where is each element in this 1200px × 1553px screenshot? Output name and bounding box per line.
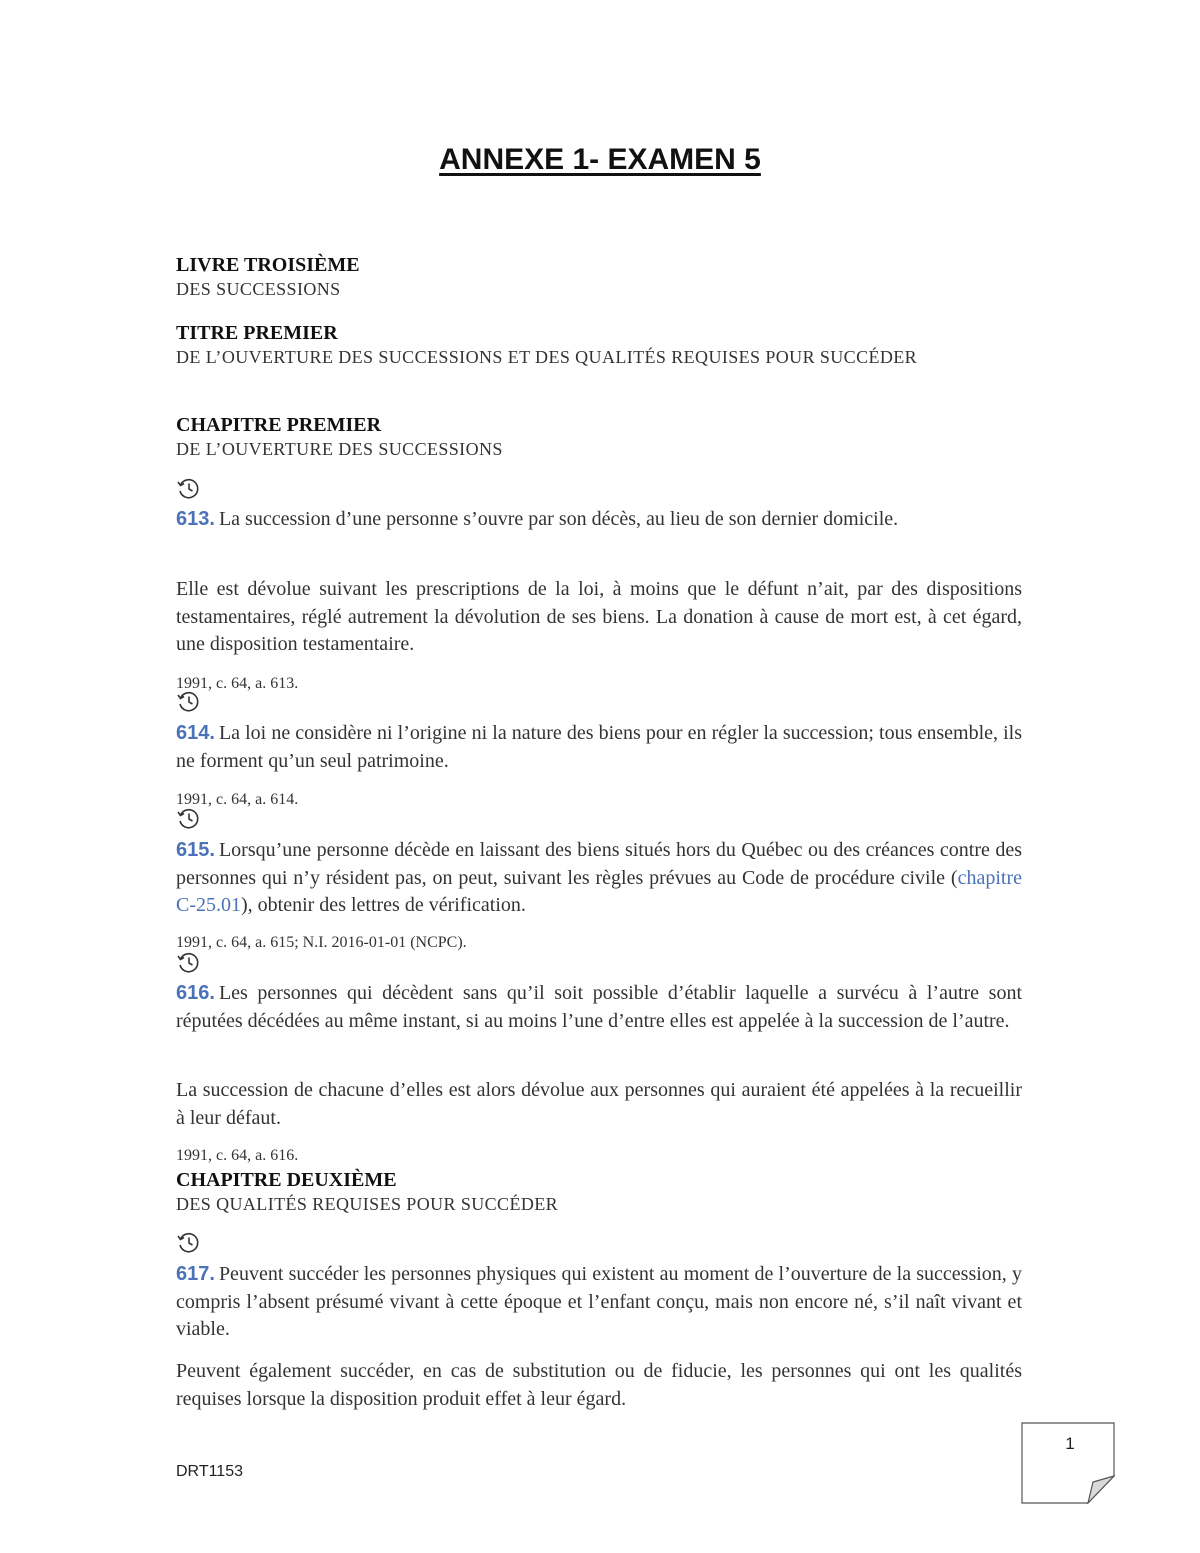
clock-history-icon[interactable]: [176, 950, 202, 976]
article-number: 617.: [176, 1263, 215, 1285]
chapter-link[interactable]: chapitre C-25.01: [176, 866, 1022, 916]
article-text-end: ), obtenir des lettres de vérification.: [241, 894, 526, 916]
article-613-citation: 1991, c. 64, a. 613.: [176, 675, 299, 692]
clock-history-icon[interactable]: [176, 1230, 202, 1256]
article-text: La succession d’une personne s’ouvre par son décès, au lieu de son dernier domicile.: [218, 508, 899, 530]
titre-subtitle: DE L’OUVERTURE DES SUCCESSIONS ET DES QUALITÉS REQUISES POUR SUCCÉDER: [176, 347, 918, 367]
article-616-paragraph-2: La succession de chacune d’elles est alors dévolue aux personnes qui auraient été appelées à la recueillir à leur défaut.: [176, 1079, 1022, 1129]
article-614: [176, 720, 1022, 775]
article-614-citation: 1991, c. 64, a. 614.: [176, 791, 299, 808]
article-616-citation: 1991, c. 64, a. 616.: [176, 1147, 299, 1164]
article-617-paragraph-2: Peuvent également succéder, en cas de substitution ou de fiducie, les personnes qui ont les qualités requises lorsque la disposition produit effet à leur égard.: [176, 1360, 1022, 1410]
chapitre2-subtitle: DES QUALITÉS REQUISES POUR SUCCÉDER: [176, 1194, 559, 1214]
chapitre1-heading: CHAPITRE PREMIER: [176, 414, 382, 436]
livre-heading: LIVRE TROISIÈME: [176, 254, 360, 276]
page-title: ANNEXE 1- EXAMEN 5: [439, 143, 761, 176]
article-616: [176, 980, 1022, 1035]
article-text: Lorsqu’une personne décède en laissant des biens situés hors du Québec ou des créances contre des personnes qui n’y résident pas, on peut, suivant les règles prévues au Code de procédure civile (: [176, 839, 1022, 889]
page-number: 1: [1065, 1434, 1075, 1453]
chapitre2-section: [176, 1168, 1022, 1216]
article-text: Peuvent succéder les personnes physiques qui existent au moment de l’ouverture de la succession, y compris l’absent présumé vivant à cette époque et l’enfant conçu, mais non encore né, s’il naît vivant et viable.: [176, 1263, 1022, 1340]
clock-history-icon[interactable]: [176, 476, 202, 502]
clock-history-icon[interactable]: [176, 689, 202, 715]
chapitre1-subtitle: DE L’OUVERTURE DES SUCCESSIONS: [176, 439, 503, 459]
course-code: DRT1153: [176, 1463, 243, 1480]
article-613-paragraph-2: Elle est dévolue suivant les prescriptions de la loi, à moins que le défunt n’ait, par des dispositions testamentaires, réglé autrement la dévolution de ses biens. La donation à cause de mort est, à cet égard, une disposition testamentaire.: [176, 578, 1022, 655]
article-text: La loi ne considère ni l’origine ni la nature des biens pour en régler la succession; tous ensemble, ils ne forment qu’un seul patrimoine.: [176, 722, 1022, 772]
article-number: 613.: [176, 508, 215, 530]
article-613: [176, 506, 1022, 534]
livre-subtitle: DES SUCCESSIONS: [176, 279, 341, 299]
article-number: 616.: [176, 982, 215, 1004]
chapitre1-section: [176, 413, 1022, 461]
article-number: 615.: [176, 839, 215, 861]
titre-heading: TITRE PREMIER: [176, 322, 338, 344]
article-text: Les personnes qui décèdent sans qu’il soit possible d’établir laquelle a survécu à l’autre sont réputées décédées au même instant, si au moins l’une d’entre elles est appelée à la succession de l’autre.: [176, 982, 1022, 1032]
article-number: 614.: [176, 722, 215, 744]
chapitre2-heading: CHAPITRE DEUXIÈME: [176, 1169, 397, 1191]
article-615-citation: 1991, c. 64, a. 615; N.I. 2016-01-01 (NCPC).: [176, 934, 467, 951]
article-615: [176, 837, 1022, 920]
titre-section: [176, 321, 1022, 369]
livre-section: [176, 253, 1022, 301]
clock-history-icon[interactable]: [176, 806, 202, 832]
article-617: [176, 1261, 1022, 1344]
